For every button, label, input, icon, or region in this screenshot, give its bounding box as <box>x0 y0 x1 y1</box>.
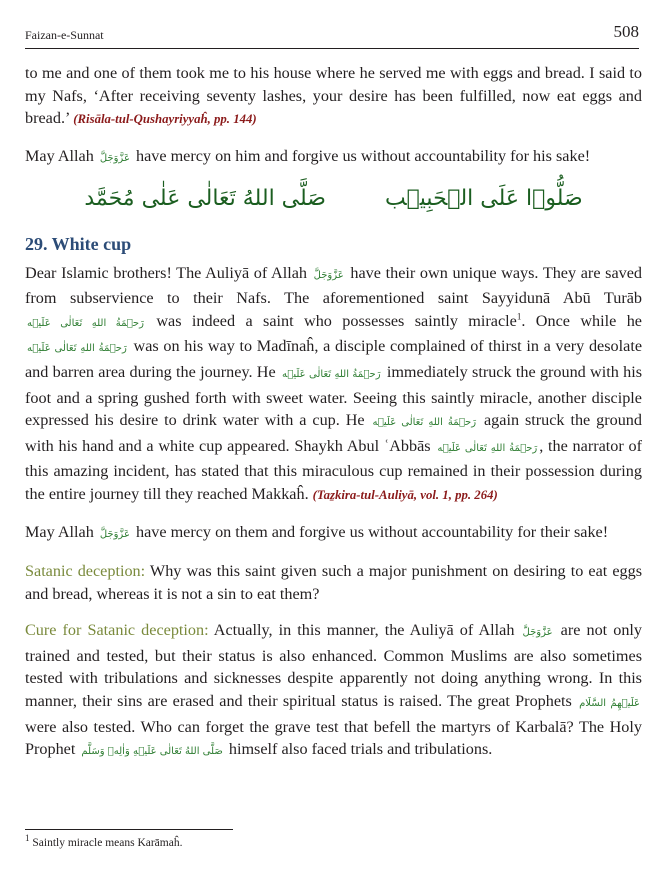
arabic-honorific: عَلَیۡهِمُ السَّلَام <box>579 698 640 710</box>
satanic-deception <box>25 560 642 605</box>
arabic-honorific: عَزَّوَجَلَّ <box>313 269 344 281</box>
prayer-text: have mercy on him and forgive us without accountability for his sake! <box>135 146 591 165</box>
paragraph-text: were also tested. Who can forget the grave test that befell the martyrs of Karbalā? The Holy Prophet <box>25 717 642 759</box>
cure-label: Cure for Satanic deception: <box>25 621 209 640</box>
footnote-text: Saintly miracle means Karāmaĥ. <box>32 837 183 849</box>
paragraph-text: , the narrator of this amazing incident, has stated that this miraculous cup remained in their possession during the entire journey till they reached Makkaĥ. <box>25 436 642 503</box>
arabic-honorific: صَلَّی اللهُ تَعَالٰی عَلَیۡهِ وَاٰلِهٖ وَسَلَّم <box>81 746 223 758</box>
paragraph-text: was on his way to Madīnaĥ, a disciple complained of thirst in a very desolate and barren area during the journey. He <box>25 337 643 381</box>
arabic-honorific: رَحۡمَةُ اللهِ تَعَالٰی عَلَیۡه <box>281 368 381 380</box>
prayer-text: May Allah <box>25 146 94 165</box>
cure-paragraph <box>25 619 642 764</box>
footnote <box>25 833 183 849</box>
paragraph-text: was indeed a saint who possesses saintly miracle <box>156 311 517 330</box>
arabic-honorific: رَحۡمَةُ اللهِ تَعَالٰی عَلَیۡه <box>27 317 144 329</box>
arabic-honorific: رَحۡمَةُ اللهِ تَعَالٰی عَلَیۡه <box>437 442 538 454</box>
reference: (Risāla-tul-Qushayriyyaĥ, pp. 144) <box>73 112 257 127</box>
paragraph-text: have their own unique ways. They are saved from subservience to their Nafs. The aforementioned saint Sayyidunā Abū Turāb <box>25 263 643 308</box>
footnote-number: 1 <box>25 833 30 844</box>
reference: (Taẕkira-tul-Auliyā, vol. 1, pp. 264) <box>312 487 498 502</box>
paragraph-text: himself also faced trials and tribulations. <box>228 740 493 759</box>
paragraph-text: . Once while he <box>521 311 642 330</box>
footnote-marker[interactable]: 1 <box>516 311 522 322</box>
salat-right: صَلَّی اللهُ تَعَالٰی عَلٰی مُحَمَّد <box>84 186 326 212</box>
arabic-honorific: رَحۡمَةُ اللهِ تَعَالٰی عَلَیۡه <box>27 343 127 355</box>
paragraph-text: to me and one of them took me to his house where he served me with eggs and bread. I said to my Nafs, ‘After receiving seventy lashes, your desire has been fulfilled, now eat eggs and bread.’ <box>25 64 642 128</box>
paragraph-continuation <box>25 62 642 131</box>
footnote-rule <box>25 829 233 830</box>
page-content <box>25 62 642 764</box>
arabic-honorific: رَحۡمَةُ اللهِ تَعَالٰی عَلَیۡه <box>372 417 477 429</box>
paragraph-text: Dear Islamic brothers! The Auliyā of Allah <box>25 263 308 282</box>
prayer-text: have mercy on them and forgive us without accountability for their sake! <box>135 522 609 541</box>
paragraph-text: are not only trained and tested, but their status is also enhanced. Common Muslims are also sometimes tested with tribulations and sicknesses despite apparently not doing anything wrong. In this manner, their sins are erased and their spiritual status is raised. The great Prophets <box>25 621 643 711</box>
prayer-text: May Allah <box>25 522 94 541</box>
arabic-honorific: عَزَّوَجَلَّ <box>99 528 130 540</box>
arabic-honorific: عَزَّوَجَلَّ <box>99 152 130 164</box>
section-heading: 29. White cup <box>25 233 132 254</box>
paragraph-text: immediately struck the ground with his foot and a spring gushed forth with sweet water. Seeing this saintly miracle, another disciple expressed his desire to drink water with a cup. He <box>25 362 642 430</box>
section-paragraph <box>25 262 642 507</box>
header-rule <box>25 48 639 49</box>
book-title: Faizan-e-Sunnat <box>25 28 104 42</box>
paragraph-text: again struck the ground with his hand and a white cup appeared. Shaykh Abul ʿAbbās <box>25 411 642 455</box>
prayer-him <box>25 145 642 171</box>
salat-calligraphy <box>25 188 642 211</box>
arabic-honorific: عَزَّوَجَلَّ <box>522 627 553 639</box>
page-header <box>25 22 639 48</box>
paragraph-text: Why was this saint given such a major punishment on desiring to eat eggs and bread, whereas it is not a sin to eat them? <box>25 562 642 603</box>
page-number: 508 <box>613 22 639 41</box>
paragraph-text: Actually, in this manner, the Auliyā of Allah <box>213 621 515 640</box>
prayer-them <box>25 521 642 547</box>
satanic-label: Satanic deception: <box>25 562 146 581</box>
salat-left: صَلُّوۡا عَلَی الۡحَبِیۡب <box>384 186 583 212</box>
